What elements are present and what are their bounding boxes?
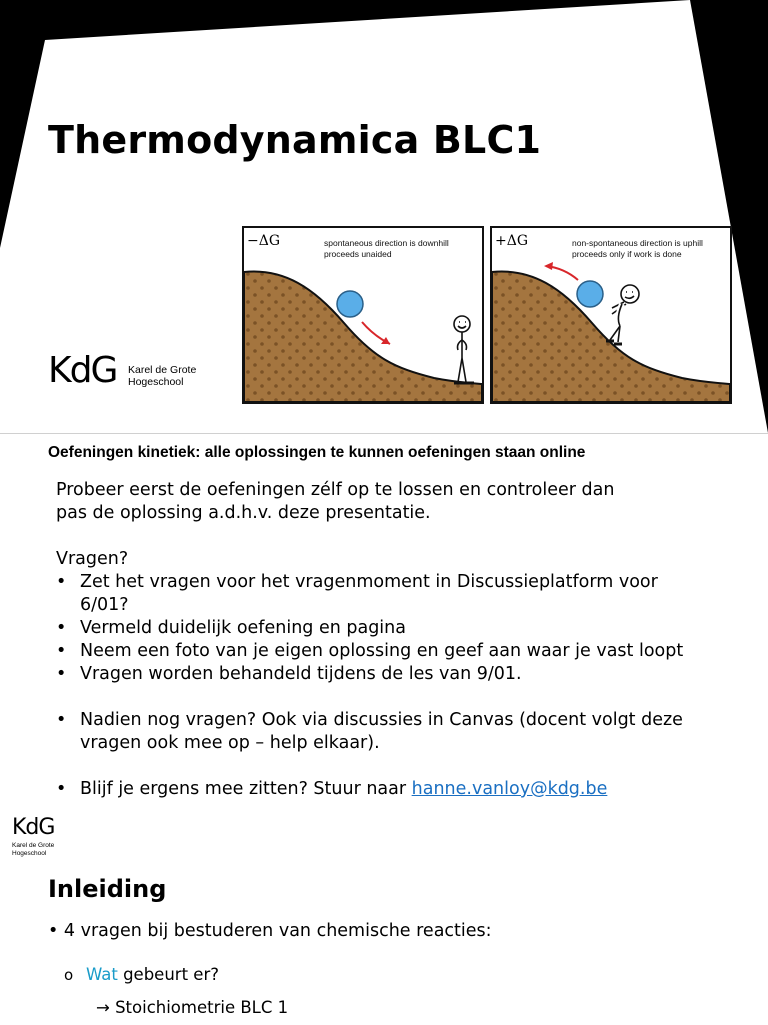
caption-line: non-spontaneous direction is uphill (572, 238, 703, 248)
kdg-logo-name-line2: Hogeschool (128, 376, 184, 388)
slide-title: Thermodynamica BLC1 (48, 118, 542, 162)
sub-bullet-keyword: Wat (86, 965, 118, 984)
kdg-logo-name-line2: Hogeschool (12, 849, 47, 857)
list-item: • Neem een foto van je eigen oplossing en geef aan waar je vast loopt (56, 640, 696, 663)
sub-bullet-marker: o (64, 966, 74, 984)
arrow-item: → Stoichiometrie BLC 1 (96, 998, 289, 1017)
slide-body (56, 479, 696, 801)
sub-bullet (64, 965, 219, 984)
list-item-contact (56, 778, 696, 801)
panel-caption (324, 238, 449, 260)
delta-g-positive: +ΔG (495, 233, 529, 249)
spontaneous-panel (242, 226, 484, 404)
kdg-logo-name (128, 364, 196, 388)
slide-subtitle: Oefeningen kinetiek: alle oplossingen te kunnen oefeningen staan online (48, 444, 586, 461)
title-slide (0, 0, 768, 433)
kdg-logo-small (12, 816, 72, 856)
caption-line: proceeds unaided (324, 249, 392, 259)
list-item: • Zet het vragen voor het vragenmoment in Discussieplatform voor 6/01? (56, 571, 696, 617)
kdg-logo-name (12, 842, 54, 857)
kdg-logo-mark: KdG (12, 815, 55, 840)
intro-paragraph (56, 479, 696, 525)
caption-line: spontaneous direction is downhill (324, 238, 449, 248)
email-link[interactable]: hanne.vanloy@kdg.be (411, 779, 608, 799)
arrow-icon (544, 262, 553, 270)
content-slide (0, 433, 768, 1025)
delta-g-negative: −ΔG (247, 233, 281, 249)
stick-figure-icon (454, 316, 474, 383)
kdg-logo-name-line1: Karel de Grote (12, 842, 55, 849)
questions-label: Vragen? (56, 549, 129, 569)
panel-caption (572, 238, 703, 260)
intro-bullet: • 4 vragen bij bestuderen van chemische reacties: (48, 921, 492, 941)
list-item: • Nadien nog vragen? Ook via discussies in Canvas (docent volgt deze vragen ook mee op – help elkaar). (56, 709, 696, 755)
section-heading: Inleiding (48, 875, 167, 903)
list-item: • Vermeld duidelijk oefening en pagina (56, 617, 696, 640)
kdg-logo-name-line1: Karel de Grote (128, 364, 197, 376)
kdg-logo-mark: KdG (48, 350, 117, 391)
contact-text: Blijf je ergens mee zitten? Stuur naar (80, 779, 412, 799)
paragraph-line: pas de oplossing a.d.h.v. deze presentatie. (56, 503, 431, 523)
boulder-icon (577, 281, 603, 307)
caption-line: proceeds only if work is done (572, 249, 682, 259)
non-spontaneous-panel (490, 226, 732, 404)
list-item: • Vragen worden behandeld tijdens de les van 9/01. (56, 663, 696, 686)
sub-bullet-text: gebeurt er? (117, 965, 219, 984)
instruction-list (56, 571, 696, 801)
kdg-logo (48, 352, 200, 392)
paragraph-line: Probeer eerst de oefeningen zélf op te lossen en controleer dan (56, 480, 615, 500)
pushing-figure-icon (606, 285, 639, 344)
boulder-icon (337, 291, 363, 317)
